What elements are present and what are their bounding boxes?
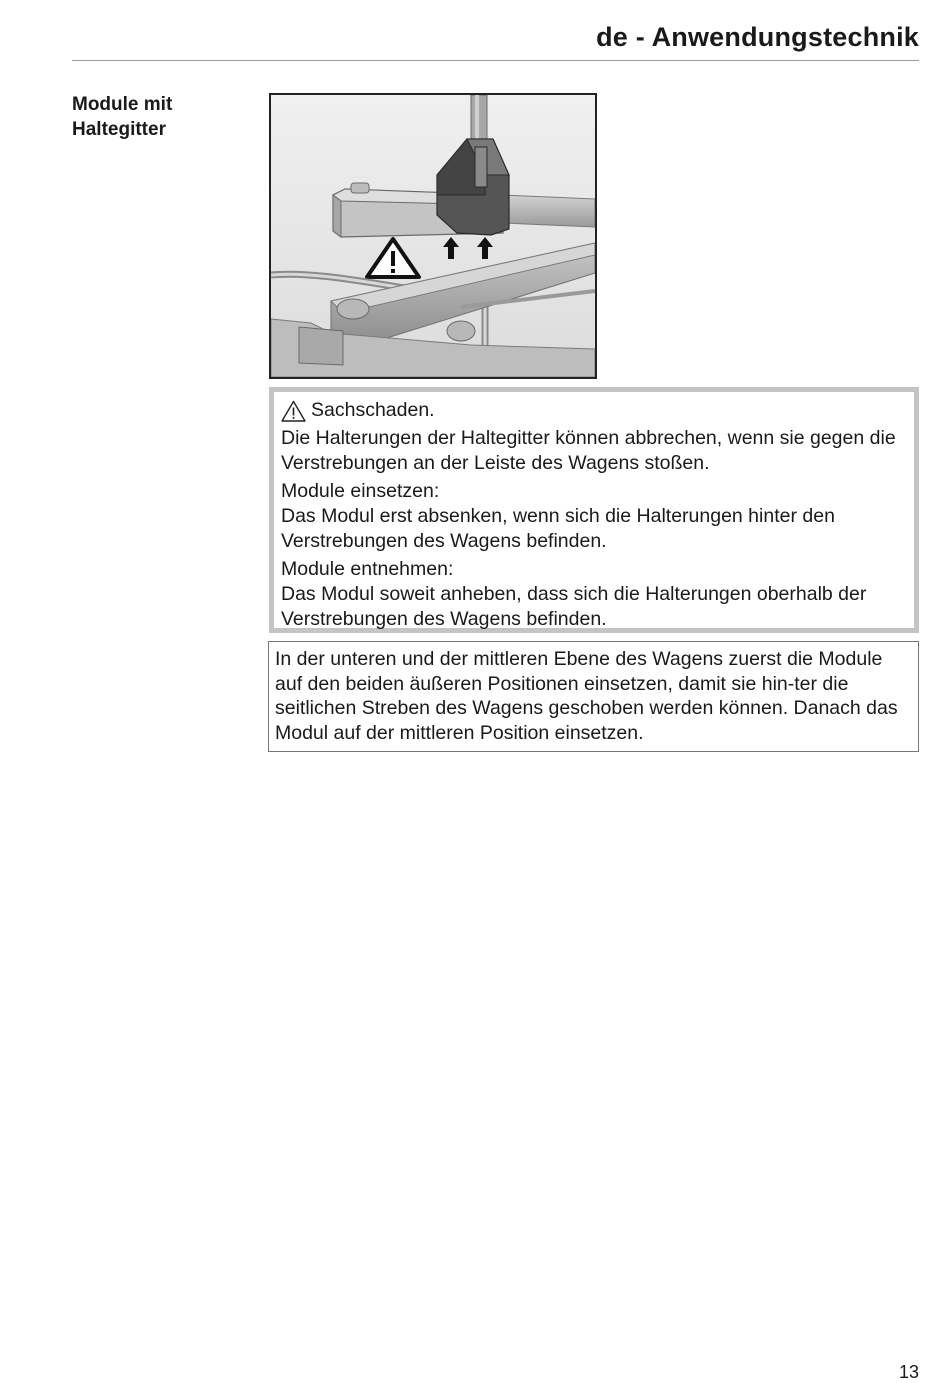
warning-title-line (281, 398, 908, 423)
warning-icon (281, 400, 306, 422)
page-header-title: de - Anwendungstechnik (596, 22, 919, 52)
note-box (268, 641, 919, 752)
section-heading (72, 92, 252, 142)
module-illustration (269, 93, 597, 379)
section-heading-line2: Haltegitter (72, 119, 166, 140)
insert-text: Das Modul erst absenken, wenn sich die Halterungen hinter den Verstrebungen des Wagens befinden. (281, 505, 835, 552)
insert-block (281, 479, 908, 554)
note-text: In der unteren und der mittleren Ebene des Wagens zuerst die Module auf den beiden äußeren Positionen einsetzen, damit sie hin-ter die seitlichen Streben des Wagens geschoben werden können. Danach das Modul auf der mittleren Position einsetzen. (275, 648, 898, 744)
section-heading-line1: Module mit (72, 94, 173, 115)
warning-text: Die Halterungen der Haltegitter können abbrechen, wenn sie gegen die Verstrebungen an der Leiste des Wagens stoßen. (281, 427, 896, 474)
header-divider (72, 60, 919, 61)
remove-block (281, 557, 908, 632)
insert-label: Module einsetzen: (281, 480, 440, 502)
remove-text: Das Modul soweit anheben, dass sich die Halterungen oberhalb der Verstrebungen des Wagens befinden. (281, 583, 867, 630)
remove-label: Module entnehmen: (281, 558, 454, 580)
illustration-svg (271, 95, 595, 377)
warning-box (269, 387, 919, 633)
warning-title: Sachschaden. (311, 399, 435, 421)
page-number: 13 (898, 1362, 919, 1382)
